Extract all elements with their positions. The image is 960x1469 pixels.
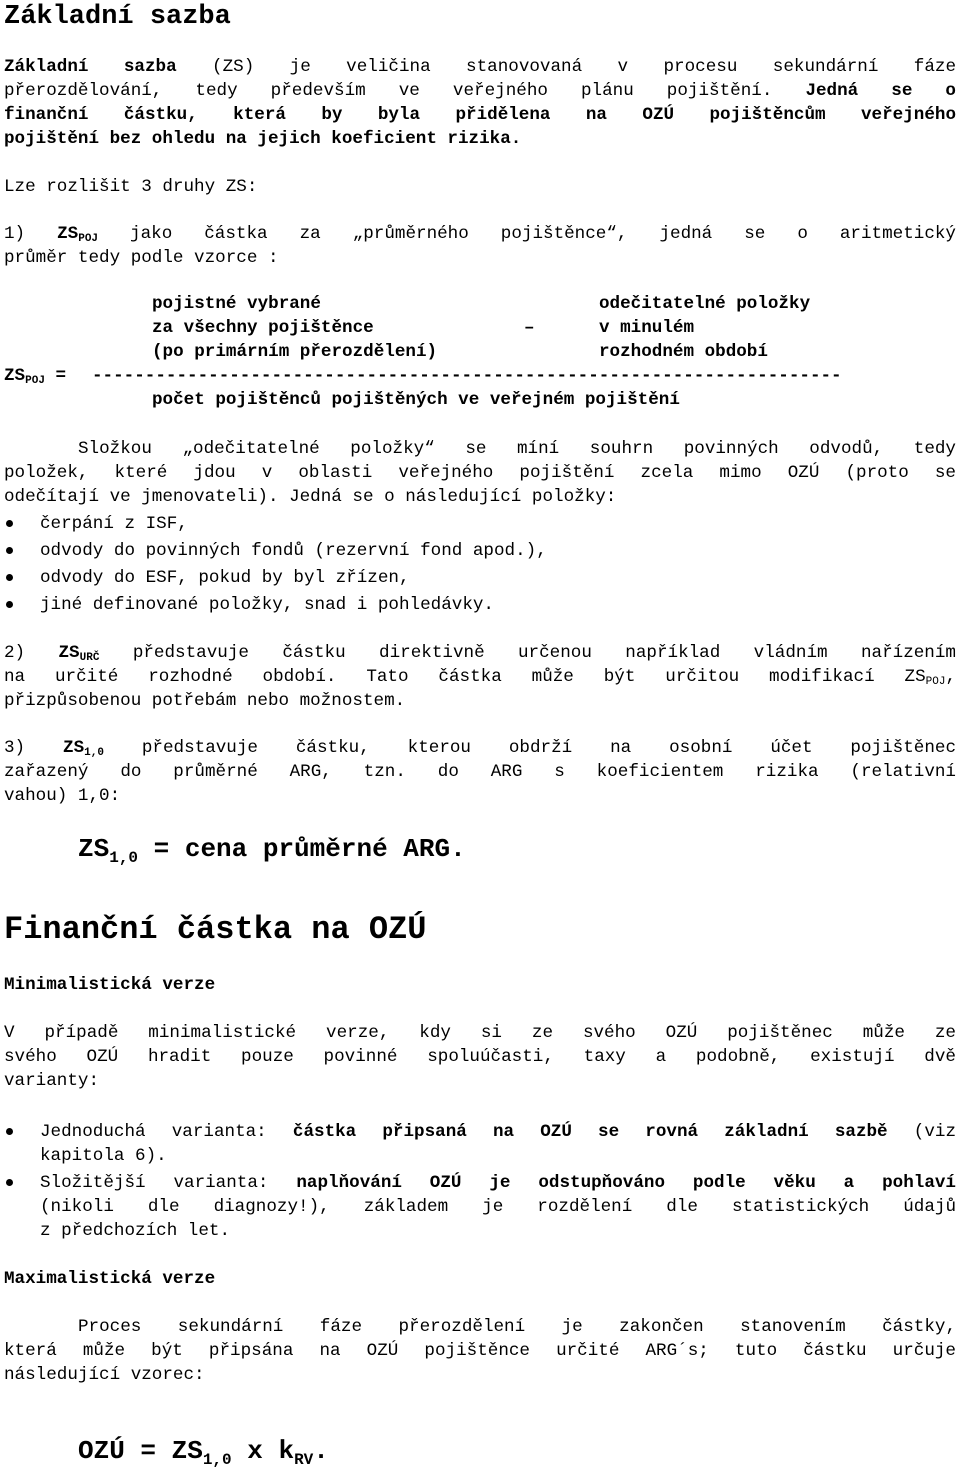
numerator-left-3: (po primárním přerozdělení) bbox=[152, 342, 438, 362]
type1-line-1 bbox=[4, 226, 956, 244]
complex-variant-line-2: (nikoli dle diagnozy!), základem je rozdělení dle statistických údajů bbox=[40, 1197, 956, 1217]
type2-line-3: přizpůsobenou potřebám nebo možnostem. bbox=[4, 691, 406, 711]
maxi-line-3: následující vzorec: bbox=[4, 1365, 205, 1385]
type1-symbol: $ZS_{POJ}$ bbox=[57, 224, 99, 245]
type3-number: 3) bbox=[4, 738, 26, 758]
heading-maximalisticka: Maximalistická verze bbox=[4, 1269, 216, 1289]
mini-line-2: svého OZÚ hradit pouze povinné spoluúčasti, taxy a podobně, existují dvě bbox=[4, 1047, 956, 1067]
deductible-item-2: odvody do povinných fondů (rezervní fond apod.), bbox=[40, 541, 547, 561]
numerator-left-1: pojistné vybrané bbox=[152, 294, 321, 314]
denominator: počet pojištěnců pojištěných ve veřejném pojištění bbox=[152, 390, 680, 410]
bullet-icon bbox=[6, 1128, 13, 1135]
intro-line-2-plain: přerozdělování, tedy především ve veřejného plánu pojištění. bbox=[4, 81, 773, 101]
deductible-item-3: odvody do ESF, pokud by byl zřízen, bbox=[40, 568, 410, 588]
type1-line-2: průměr tedy podle vzorce : bbox=[4, 248, 279, 268]
type2-line-1 bbox=[4, 645, 956, 663]
deductible-item-1: čerpání z ISF, bbox=[40, 514, 188, 534]
type2-symbol: $ZS_{URČ}$ bbox=[58, 643, 100, 664]
complex-variant-line-3: z předchozích let. bbox=[40, 1221, 231, 1241]
mini-line-3: varianty: bbox=[4, 1071, 100, 1091]
numerator-right-2: v minulém bbox=[599, 318, 695, 338]
intro-line-4: pojištění bez ohledu na jejich koeficient rizika. bbox=[4, 129, 522, 149]
deductible-item-4: jiné definované položky, snad i pohledávky. bbox=[40, 595, 494, 615]
simple-variant-line-1: Jednoduchá varianta: částka připsaná na OZÚ se rovná základní sazbě (viz bbox=[40, 1122, 956, 1142]
numerator-minus: – bbox=[524, 318, 535, 338]
bullet-icon bbox=[6, 574, 13, 581]
type2-line-1-rest: představuje částku direktivně určenou například vládním nařízením bbox=[132, 643, 956, 663]
mini-line-1: V případě minimalistické verze, kdy si ze svého OZÚ pojištěnec může ze bbox=[4, 1023, 956, 1043]
maxi-line-2: která může být připsána na OZÚ pojištěnce určité ARG´s; tuto částku určuje bbox=[4, 1341, 956, 1361]
types-intro: Lze rozlišit 3 druhy ZS: bbox=[4, 177, 258, 197]
type3-line-1-rest: představuje částku, kterou obdrží na osobní účet pojištěnec bbox=[141, 738, 957, 758]
type1-number: 1) bbox=[4, 224, 26, 244]
bullet-icon bbox=[6, 547, 13, 554]
fraction-bar: ----------------------------------------------------------------------- bbox=[92, 368, 842, 386]
term-zakladni-sazba: Základní sazba bbox=[4, 57, 177, 77]
deductibles-line-2: položek, které jdou v oblasti veřejného pojištění zcela mimo OZÚ (proto se bbox=[4, 463, 956, 483]
numerator-left-2: za všechny pojištěnce bbox=[152, 318, 374, 338]
type3-line-2: zařazený do průměrné ARG, tzn. do ARG s koeficientem rizika (relativní bbox=[4, 762, 956, 782]
bullet-icon bbox=[6, 520, 13, 527]
maxi-line-1: Proces sekundární fáze přerozdělení je zakončen stanovením částky, bbox=[78, 1317, 956, 1337]
deductibles-line-3: odečítají ve jmenovateli). Jedná se o následující položky: bbox=[4, 487, 617, 507]
intro-line-1 bbox=[4, 59, 956, 77]
numerator-right-3: rozhodném období bbox=[599, 342, 768, 362]
heading-minimalisticka: Minimalistická verze bbox=[4, 975, 216, 995]
fraction-lhs: $ZS_{POJ}$ = bbox=[4, 366, 67, 387]
heading-zakladni-sazba: Základní sazba bbox=[4, 2, 231, 32]
intro-line-3: finanční částku, která by byla přidělena na OZÚ pojištěncům veřejného bbox=[4, 105, 956, 125]
numerator-right-1: odečitatelné položky bbox=[599, 294, 811, 314]
heading-financni-castka: Finanční částka na OZÚ bbox=[4, 911, 427, 948]
formula-zs10: $ZS_{1,0}$ = cena průměrné ARG. bbox=[78, 834, 466, 867]
type3-line-3: vahou) 1,0: bbox=[4, 786, 121, 806]
deductibles-line-1: Složkou „odečitatelné položky“ se míní souhrn povinných odvodů, tedy bbox=[78, 439, 956, 459]
formula-ozu: OZÚ = $ZS_{1,0}$ x $k_{RV}$. bbox=[78, 1436, 329, 1469]
type2-number: 2) bbox=[4, 643, 26, 663]
type2-line-2: na určité rozhodné období. Tato částka může být určitou modifikací $ZS_{POJ}$, bbox=[4, 667, 956, 688]
intro-line-2 bbox=[4, 83, 956, 101]
type1-line-1-rest: jako částka za „průměrného pojištěnce“, jedná se o aritmetický bbox=[130, 224, 956, 244]
intro-line-2-bold: Jedná se o bbox=[805, 81, 956, 101]
intro-line-1-rest: (ZS) je veličina stanovovaná v procesu sekundární fáze bbox=[212, 57, 956, 77]
bullet-icon bbox=[6, 601, 13, 608]
simple-variant-line-2: kapitola 6). bbox=[40, 1146, 167, 1166]
type3-symbol: $ZS_{1,0}$ bbox=[63, 738, 104, 759]
complex-variant-line-1: Složitější varianta: naplňování OZÚ je odstupňováno podle věku a pohlaví bbox=[40, 1173, 956, 1193]
type3-line-1 bbox=[4, 740, 956, 758]
bullet-icon bbox=[6, 1179, 13, 1186]
